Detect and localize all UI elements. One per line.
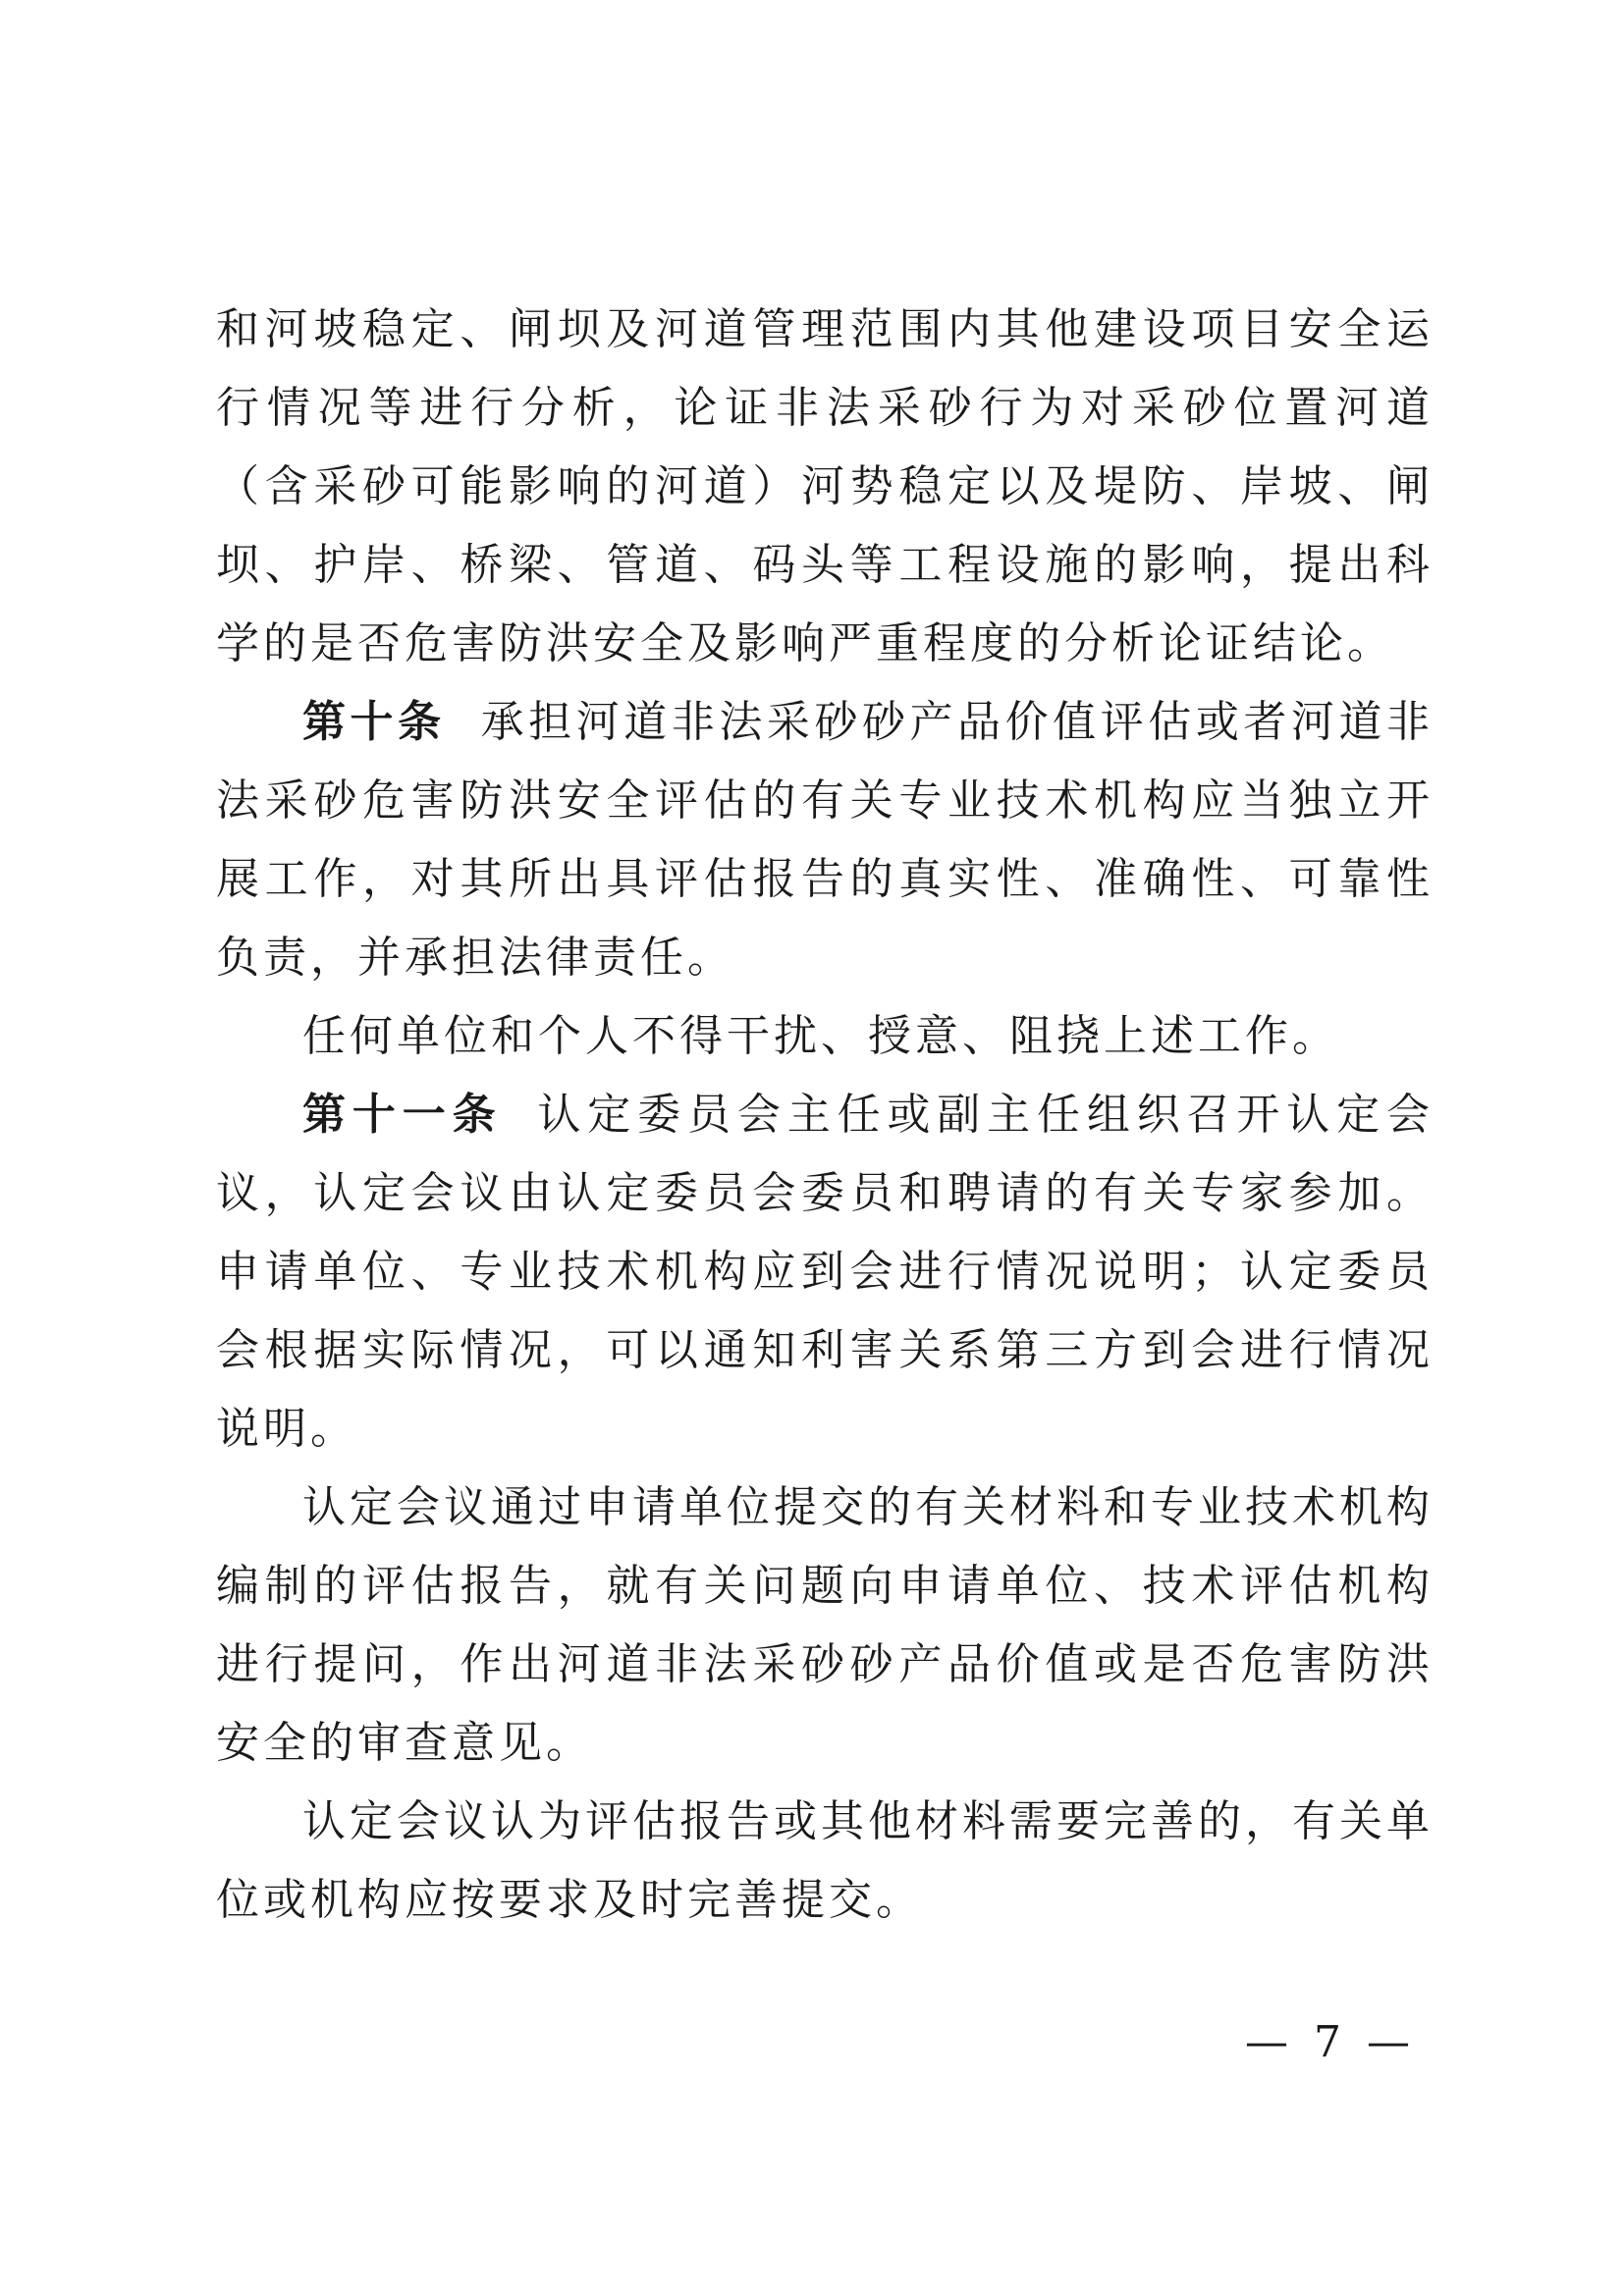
paragraph-article-10 [216,683,1434,997]
paragraph-text: 任何单位和个人不得干扰、授意、阻挠上述工作。 [302,1011,1339,1061]
paragraph-no-interference [216,997,1434,1076]
document-body [216,291,1434,1940]
paragraph-article-11 [216,1076,1434,1468]
paragraph-text: 认定会议认为评估报告或其他材料需要完善的，有关单位或机构应按要求及时完善提交。 [216,1796,1434,1925]
paragraph-meeting-review [216,1468,1434,1783]
paragraph-text: 和河坡稳定、闸坝及河道管理范围内其他建设项目安全运行情况等进行分析，论证非法采砂行为对采砂位置河道（含采砂可能影响的河道）河势稳定以及堤防、岸坡、闸坝、护岸、桥梁、管道、码头等工程设施的影响，提出科学的是否危害防洪安全及影响严重程度的分析论证结论。 [216,304,1434,668]
paragraph-text: 认定会议通过申请单位提交的有关材料和专业技术机构编制的评估报告，就有关问题向申请单位、技术评估机构进行提问，作出河道非法采砂砂产品价值或是否危害防洪安全的审查意见。 [216,1482,1434,1768]
article-10-label: 第十条 [302,697,446,747]
article-11-label: 第十一条 [302,1090,503,1140]
paragraph-text: 认定委员会主任或副主任组织召开认定会议，认定会议由认定委员会委员和聘请的有关专家参加。申请单位、专业技术机构应到会进行情况说明；认定委员会根据实际情况，可以通知利害关系第三方到会进行情况说明。 [216,1090,1435,1454]
paragraph-text: 承担河道非法采砂砂产品价值评估或者河道非法采砂危害防洪安全评估的有关专业技术机构应当独立开展工作，对其所出具评估报告的真实性、准确性、可靠性负责，并承担法律责任。 [216,697,1435,983]
paragraph-meeting-revision [216,1783,1434,1940]
paragraph-continuation [216,291,1434,683]
page-number: — 7 — [1245,2017,1416,2067]
